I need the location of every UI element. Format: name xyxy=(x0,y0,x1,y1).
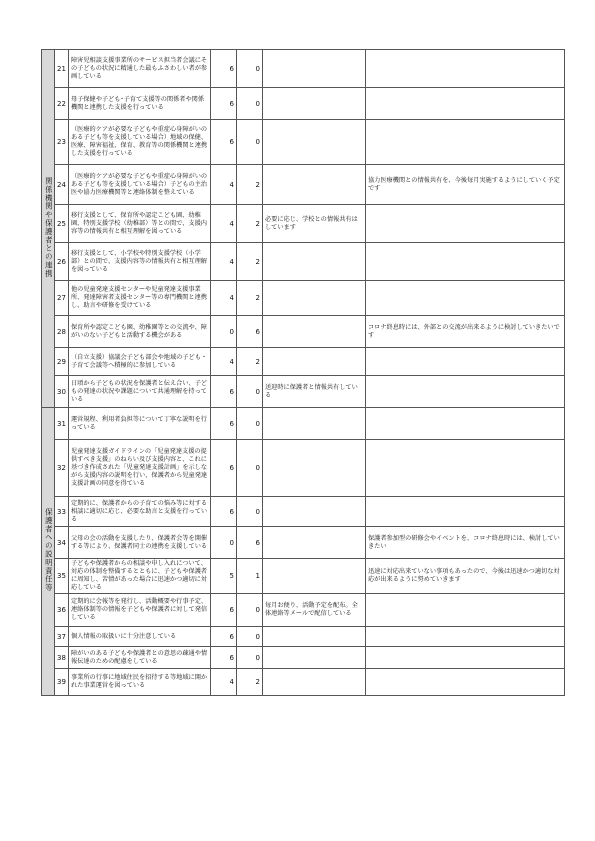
future-plan-comment xyxy=(366,243,565,281)
table-row xyxy=(42,647,565,669)
future-plan-comment: 保護者参加型の研修会やイベントを、コロナ終息時には、検討していきたい xyxy=(366,527,565,559)
no-count: 2 xyxy=(237,165,263,205)
improvement-comment xyxy=(263,165,366,205)
future-plan-comment: 協力医療機関との情報共有を、今後毎月実施するようにしていく予定です xyxy=(366,165,565,205)
yes-count: 6 xyxy=(211,497,237,527)
item-text: （医療的ケアが必要な子どもや重症心身障がいのある子ども等を支援している場合）地域の保健、医療、障害福祉、保育、教育等の関係機関と連携した支援を行っている xyxy=(69,120,211,165)
item-number: 39 xyxy=(55,669,69,696)
improvement-comment xyxy=(263,88,366,120)
table-row xyxy=(42,440,565,497)
future-plan-comment: 迅速に対応出来ていない事項もあったので、今後は迅速かつ適切な対応が出来るように努めていきます xyxy=(366,559,565,594)
item-text: 日頃から子どもの状況を保護者と伝え合い、子どもの発達の状況や課題について共通理解を持っている xyxy=(69,376,211,408)
no-count: 0 xyxy=(237,376,263,408)
item-text: 定期的に、保護者からの子育ての悩み等に対する相談に適切に応じ、必要な助言と支援を行っている xyxy=(69,497,211,527)
table-row xyxy=(42,527,565,559)
future-plan-comment xyxy=(366,205,565,243)
table-row xyxy=(42,408,565,440)
item-text: 運営規程、利用者負担等について丁寧な説明を行っている xyxy=(69,408,211,440)
item-text: 児童発達支援ガイドラインの「児童発達支援の提供すべき支援」のねらい及び支援内容と、これに基づき作成された「児童発達支援計画」を示しながら支援内容の説明を行い、保護者から児童発達支援計画の同意を得ている xyxy=(69,440,211,497)
improvement-comment xyxy=(263,647,366,669)
future-plan-comment xyxy=(366,408,565,440)
item-number: 32 xyxy=(55,440,69,497)
future-plan-comment xyxy=(366,50,565,88)
table-row xyxy=(42,50,565,88)
yes-count: 5 xyxy=(211,559,237,594)
yes-count: 6 xyxy=(211,594,237,627)
item-text: 移行支援として、保育所や認定こども園、幼稚園、特別支援学校（幼稚部）等との間で、支援内容等の情報共有と相互理解を図っている xyxy=(69,205,211,243)
yes-count: 6 xyxy=(211,408,237,440)
future-plan-comment xyxy=(366,497,565,527)
item-number: 25 xyxy=(55,205,69,243)
no-count: 2 xyxy=(237,669,263,696)
table-row xyxy=(42,376,565,408)
no-count: 2 xyxy=(237,205,263,243)
table-row xyxy=(42,316,565,348)
item-number: 29 xyxy=(55,348,69,376)
yes-count: 6 xyxy=(211,376,237,408)
table-row xyxy=(42,627,565,647)
no-count: 0 xyxy=(237,120,263,165)
section-label-text: 関係機関や保護者との連携 xyxy=(44,176,54,278)
no-count: 0 xyxy=(237,88,263,120)
item-number: 37 xyxy=(55,627,69,647)
future-plan-comment xyxy=(366,376,565,408)
improvement-comment xyxy=(263,440,366,497)
item-number: 36 xyxy=(55,594,69,627)
improvement-comment xyxy=(263,50,366,88)
section-label xyxy=(42,50,55,408)
item-number: 30 xyxy=(55,376,69,408)
yes-count: 0 xyxy=(211,316,237,348)
yes-count: 6 xyxy=(211,627,237,647)
item-text: 障がいのある子どもや保護者との意思の疎通や情報伝達のための配慮をしている xyxy=(69,647,211,669)
item-text: 子どもや保護者からの相談や申し入れについて、対応の体制を整備するとともに、子どもや保護者に周知し、苦情があった場合に迅速かつ適切に対応している xyxy=(69,559,211,594)
section-label-text: 保護者への説明責任等 xyxy=(44,508,54,593)
improvement-comment xyxy=(263,408,366,440)
yes-count: 6 xyxy=(211,88,237,120)
table-row xyxy=(42,669,565,696)
item-text: 障害児相談支援事業所のサービス担当者会議にその子どもの状況に精通した最もふさわしい者が参画している xyxy=(69,50,211,88)
item-text: 他の児童発達支援センターや児童発達支援事業所、発達障害者支援センター等の専門機関と連携し、助言や研修を受けている xyxy=(69,281,211,316)
improvement-comment xyxy=(263,559,366,594)
improvement-comment xyxy=(263,243,366,281)
improvement-comment xyxy=(263,316,366,348)
improvement-comment xyxy=(263,281,366,316)
yes-count: 0 xyxy=(211,527,237,559)
item-text: 定期的に会報等を発行し、活動概要や行事予定、連絡体制等の情報を子どもや保護者に対して発信している xyxy=(69,594,211,627)
no-count: 0 xyxy=(237,408,263,440)
yes-count: 6 xyxy=(211,120,237,165)
future-plan-comment xyxy=(366,281,565,316)
future-plan-comment: コロナ終息時には、外部との交流が出来るように検討していきたいです xyxy=(366,316,565,348)
table-row xyxy=(42,205,565,243)
future-plan-comment xyxy=(366,669,565,696)
yes-count: 6 xyxy=(211,440,237,497)
improvement-comment xyxy=(263,627,366,647)
item-number: 27 xyxy=(55,281,69,316)
item-number: 21 xyxy=(55,50,69,88)
improvement-comment: 送迎時に保護者と情報共有している xyxy=(263,376,366,408)
item-number: 22 xyxy=(55,88,69,120)
improvement-comment: 必要に応じ、学校との情報共有はしています xyxy=(263,205,366,243)
item-number: 24 xyxy=(55,165,69,205)
no-count: 0 xyxy=(237,594,263,627)
item-text: 保育所や認定こども園、幼稚園等との交流や、障がいのない子どもと活動する機会がある xyxy=(69,316,211,348)
improvement-comment xyxy=(263,669,366,696)
future-plan-comment xyxy=(366,440,565,497)
yes-count: 6 xyxy=(211,647,237,669)
yes-count: 4 xyxy=(211,205,237,243)
item-text: （医療的ケアが必要な子どもや重症心身障がいのある子ども等を支援している場合）子どもの主治医や協力医療機関等と連絡体制を整えている xyxy=(69,165,211,205)
section-label xyxy=(42,408,55,696)
no-count: 0 xyxy=(237,497,263,527)
no-count: 6 xyxy=(237,316,263,348)
future-plan-comment xyxy=(366,88,565,120)
item-number: 34 xyxy=(55,527,69,559)
evaluation-table xyxy=(41,49,565,696)
item-number: 38 xyxy=(55,647,69,669)
improvement-comment xyxy=(263,120,366,165)
improvement-comment xyxy=(263,527,366,559)
table-row xyxy=(42,594,565,627)
item-number: 35 xyxy=(55,559,69,594)
table-row xyxy=(42,281,565,316)
no-count: 2 xyxy=(237,243,263,281)
future-plan-comment xyxy=(366,627,565,647)
no-count: 0 xyxy=(237,50,263,88)
table-body xyxy=(42,50,565,696)
yes-count: 4 xyxy=(211,348,237,376)
item-text: 移行支援として、小学校や特別支援学校（小学部）との間で、支援内容等の情報共有と相互理解を図っている xyxy=(69,243,211,281)
yes-count: 4 xyxy=(211,669,237,696)
yes-count: 4 xyxy=(211,165,237,205)
table-row xyxy=(42,120,565,165)
improvement-comment xyxy=(263,497,366,527)
item-number: 23 xyxy=(55,120,69,165)
yes-count: 6 xyxy=(211,50,237,88)
no-count: 2 xyxy=(237,281,263,316)
item-number: 33 xyxy=(55,497,69,527)
no-count: 0 xyxy=(237,647,263,669)
future-plan-comment xyxy=(366,348,565,376)
table-row xyxy=(42,348,565,376)
no-count: 6 xyxy=(237,527,263,559)
item-text: 事業所の行事に地域住民を招待する等地域に開かれた事業運営を図っている xyxy=(69,669,211,696)
item-number: 28 xyxy=(55,316,69,348)
item-number: 26 xyxy=(55,243,69,281)
table-row xyxy=(42,559,565,594)
table-row xyxy=(42,497,565,527)
table-row xyxy=(42,243,565,281)
no-count: 0 xyxy=(237,627,263,647)
improvement-comment xyxy=(263,348,366,376)
item-text: 母子保健や子ども･子育て支援等の関係者や関係機関と連携した支援を行っている xyxy=(69,88,211,120)
no-count: 1 xyxy=(237,559,263,594)
future-plan-comment xyxy=(366,594,565,627)
improvement-comment: 毎月お便り、活動予定を配布。全体連絡等メールで配信している xyxy=(263,594,366,627)
yes-count: 4 xyxy=(211,243,237,281)
table-row xyxy=(42,165,565,205)
item-text: （自立支援）協議会子ども部会や地域の子ども・子育て会議等へ積極的に参加している xyxy=(69,348,211,376)
item-text: 個人情報の取扱いに十分注意している xyxy=(69,627,211,647)
item-number: 31 xyxy=(55,408,69,440)
item-text: 父母の会の活動を支援したり、保護者会等を開催する等により、保護者同士の連携を支援している xyxy=(69,527,211,559)
future-plan-comment xyxy=(366,120,565,165)
table-row xyxy=(42,88,565,120)
no-count: 2 xyxy=(237,348,263,376)
no-count: 0 xyxy=(237,440,263,497)
future-plan-comment xyxy=(366,647,565,669)
yes-count: 4 xyxy=(211,281,237,316)
